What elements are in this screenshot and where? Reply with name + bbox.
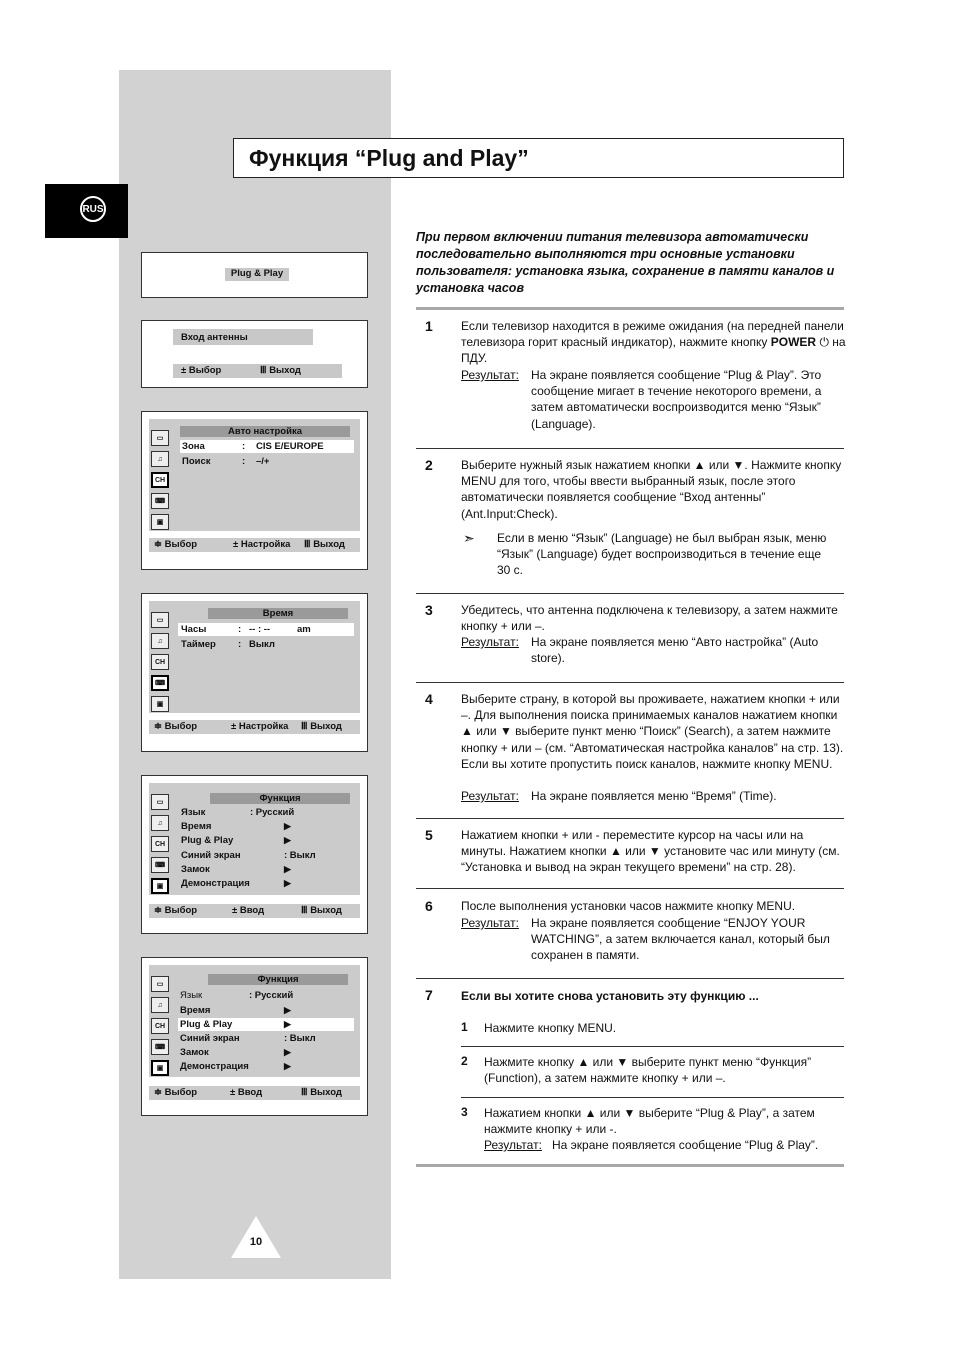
- power-label: POWER: [770, 335, 817, 350]
- divider: [416, 448, 844, 449]
- divider: [416, 978, 844, 979]
- menu-item-ampm: am: [297, 624, 311, 635]
- note-arrow-icon: ➣: [463, 530, 475, 546]
- divider: [416, 682, 844, 683]
- footer-exit: Ⅲ Выход: [260, 365, 301, 376]
- channel-icon: CH: [151, 836, 169, 852]
- osd-footer: ≑ Выбор ± Настройка Ⅲ Выход: [149, 538, 360, 552]
- step-number: 6: [425, 898, 433, 914]
- menu-item-label: Зона: [182, 441, 205, 452]
- divider: [416, 888, 844, 889]
- power-icon: ⏻: [819, 335, 829, 350]
- menu-header: Функция: [210, 793, 350, 804]
- sound-icon: ♫: [151, 451, 169, 467]
- footer-select: ± Выбор: [181, 365, 222, 376]
- page-title-box: [233, 138, 844, 178]
- tv-screen-time: ▭ ♫ CH ⌨ ▣ Время Часы : -- : -- am Таймер : Выкл ≑ Выбор ± Настройка Ⅲ Выход: [141, 593, 368, 752]
- osd-message: Вход антенны: [173, 329, 313, 345]
- result-text: На экране появляется меню “Авто настройка” (Auto store).: [531, 635, 819, 666]
- menu-header: Функция: [208, 974, 348, 985]
- step-7-heading: Если вы хотите снова установить эту функцию ...: [461, 989, 759, 1003]
- note-text: Если в меню “Язык” (Language) не был выбран язык, меню “Язык” (Language) будет воспроизводиться в течение еще 30 с.: [497, 531, 827, 578]
- step-number: 3: [425, 602, 433, 618]
- step-text: Выберите нужный язык нажатием кнопки ▲ или ▼. Нажмите кнопку MENU для того, чтобы ввести выбранный язык, после этого автоматически появляется сообщение “Вход антенны” (Ant.Input:Check).: [461, 458, 842, 521]
- menu-item-selected: Plug & Play: [180, 1019, 233, 1030]
- step-number: 1: [425, 318, 433, 334]
- menu-icon-column: [151, 612, 173, 717]
- substep-number: 2: [461, 1054, 468, 1068]
- menu-icon-column: [151, 794, 173, 899]
- tv-screen-antenna-input: [141, 320, 368, 388]
- step-1-after: на ПДУ.: [461, 335, 846, 366]
- step-text: Нажатием кнопки + или - переместите курсор на часы или на минуты. Нажатием кнопки ▲ или ▼ установите час или минуту (см. “Установка и вывод на экран текущего времени” на стр. 28).: [461, 828, 840, 875]
- substep-text: Нажмите кнопку ▲ или ▼ выберите пункт меню “Функция” (Function), а затем нажмите кнопку + или –.: [484, 1055, 812, 1086]
- menu-header: Авто настройка: [180, 426, 350, 437]
- page-number: 10: [249, 1236, 263, 1248]
- setup-icon: ⌨: [151, 493, 169, 509]
- substep-text: Нажатием кнопки ▲ или ▼ выберите “Plug & Play”, а затем нажмите кнопку + или -.: [484, 1106, 815, 1137]
- step-text: [461, 318, 846, 367]
- step-text: Убедитесь, что антенна подключена к телевизору, а затем нажмите кнопку + или –.: [461, 603, 838, 634]
- result-label: Результат:: [461, 368, 519, 382]
- function-icon: ▣: [151, 514, 169, 530]
- step-text: После выполнения установки часов нажмите кнопку MENU.: [461, 899, 796, 913]
- osd-footer: ≑ Выбор ± Настройка Ⅲ Выход: [149, 720, 360, 734]
- result-text: На экране появляется сообщение “Plug & Play”.: [552, 1138, 819, 1152]
- divider: [416, 307, 844, 310]
- channel-icon: CH: [151, 472, 169, 488]
- result-label: Результат:: [461, 789, 519, 803]
- menu-header: Время: [208, 608, 348, 619]
- divider: [461, 1097, 844, 1098]
- step-number: 5: [425, 827, 433, 843]
- result-label: Результат:: [461, 635, 519, 649]
- divider: [416, 1164, 844, 1167]
- osd-footer: ≑ Выбор ± Ввод Ⅲ Выход: [149, 1086, 360, 1100]
- step-1-text: Если телевизор находится в режиме ожидания (на передней панели телевизора горит красный индикатор), нажмите кнопку: [461, 319, 844, 350]
- tv-picture-icon: ▭: [151, 794, 169, 810]
- menu-item-value: Выкл: [249, 639, 275, 650]
- channel-icon: CH: [151, 1018, 169, 1034]
- menu-icon-column: [151, 976, 173, 1081]
- menu-icon-column: [151, 430, 173, 535]
- step-number: 4: [425, 691, 433, 707]
- substep-number: 3: [461, 1105, 468, 1119]
- menu-item-label: Поиск: [182, 456, 211, 467]
- step-text: Выберите страну, в которой вы проживаете, нажатием кнопки + или –. Для выполнения поиска принимаемых каналов нажатием кнопки ▲ или ▼ выберите пункт меню “Поиск” (Search), а затем нажмите кнопку + или – (см. “Автоматическая настройка каналов” на стр. 13). Если вы хотите пропустить поиск каналов, нажмите кнопку MENU.: [461, 692, 844, 771]
- divider: [416, 593, 844, 594]
- function-icon: ▣: [151, 696, 169, 712]
- substep-text: Нажмите кнопку MENU.: [484, 1021, 617, 1035]
- osd-message: Plug & Play: [225, 268, 289, 281]
- function-icon: ▣: [151, 878, 169, 894]
- menu-item-label: Часы: [181, 624, 207, 635]
- tv-picture-icon: ▭: [151, 976, 169, 992]
- result-label: Результат:: [484, 1138, 542, 1152]
- setup-icon: ⌨: [151, 675, 169, 691]
- rus-language-badge: RUS: [80, 196, 106, 222]
- intro-text: При первом включении питания телевизора автоматически последовательно выполняются три основные установки пользователя: установка языка, сохранение в памяти каналов и установка часов: [416, 230, 835, 295]
- setup-icon: ⌨: [151, 1039, 169, 1055]
- tv-picture-icon: ▭: [151, 612, 169, 628]
- tv-screen-auto-store: ▭ ♫ CH ⌨ ▣ Авто настройка Зона : CIS E/EUROPE Поиск : –/+ ≑ Выбор ± Настройка Ⅲ Выход: [141, 411, 368, 570]
- setup-icon: ⌨: [151, 857, 169, 873]
- function-icon: ▣: [151, 1060, 169, 1076]
- menu-item-label: Таймер: [181, 639, 216, 650]
- tv-picture-icon: ▭: [151, 430, 169, 446]
- osd-footer: ≑ Выбор ± Ввод Ⅲ Выход: [149, 904, 360, 918]
- divider: [461, 1046, 844, 1047]
- tv-screen-function-plug-play: ▭ ♫ CH ⌨ ▣ Функция Язык : Русский Время ▶ Plug & Play ▶ Синий экран : Выкл Замок ▶ Демонстрация ▶ ≑ Выбор ± Ввод Ⅲ Выход: [141, 957, 368, 1116]
- result-text: На экране появляется сообщение “ENJOY YOUR WATCHING”, а затем включается канал, который был сохранен в памяти.: [531, 916, 830, 963]
- result-text: На экране появляется меню “Время” (Time).: [531, 789, 777, 803]
- step-number: 7: [425, 987, 433, 1003]
- tv-screen-plug-and-play: [141, 252, 368, 298]
- page-title: Функция “Plug and Play”: [249, 145, 529, 171]
- result-text: На экране появляется сообщение “Plug & Play”. Это сообщение мигает в течение некоторого времени, а затем автоматически воспроизводится меню “Язык” (Language).: [531, 368, 822, 431]
- substep-number: 1: [461, 1020, 468, 1034]
- sound-icon: ♫: [151, 815, 169, 831]
- menu-item-value: -- : --: [249, 624, 271, 635]
- tv-screen-function: ▭ ♫ CH ⌨ ▣ Функция Язык : Русский Время ▶ Plug & Play ▶ Синий экран : Выкл Замок ▶ Демонстрация ▶ ≑ Выбор ± Ввод Ⅲ Выход: [141, 775, 368, 934]
- osd-footer: [173, 364, 342, 378]
- sound-icon: ♫: [151, 997, 169, 1013]
- menu-item-value: –/+: [256, 456, 270, 467]
- sound-icon: ♫: [151, 633, 169, 649]
- result-label: Результат:: [461, 916, 519, 930]
- step-number: 2: [425, 457, 433, 473]
- divider: [416, 818, 844, 819]
- menu-item-value: CIS E/EUROPE: [256, 441, 324, 452]
- channel-icon: CH: [151, 654, 169, 670]
